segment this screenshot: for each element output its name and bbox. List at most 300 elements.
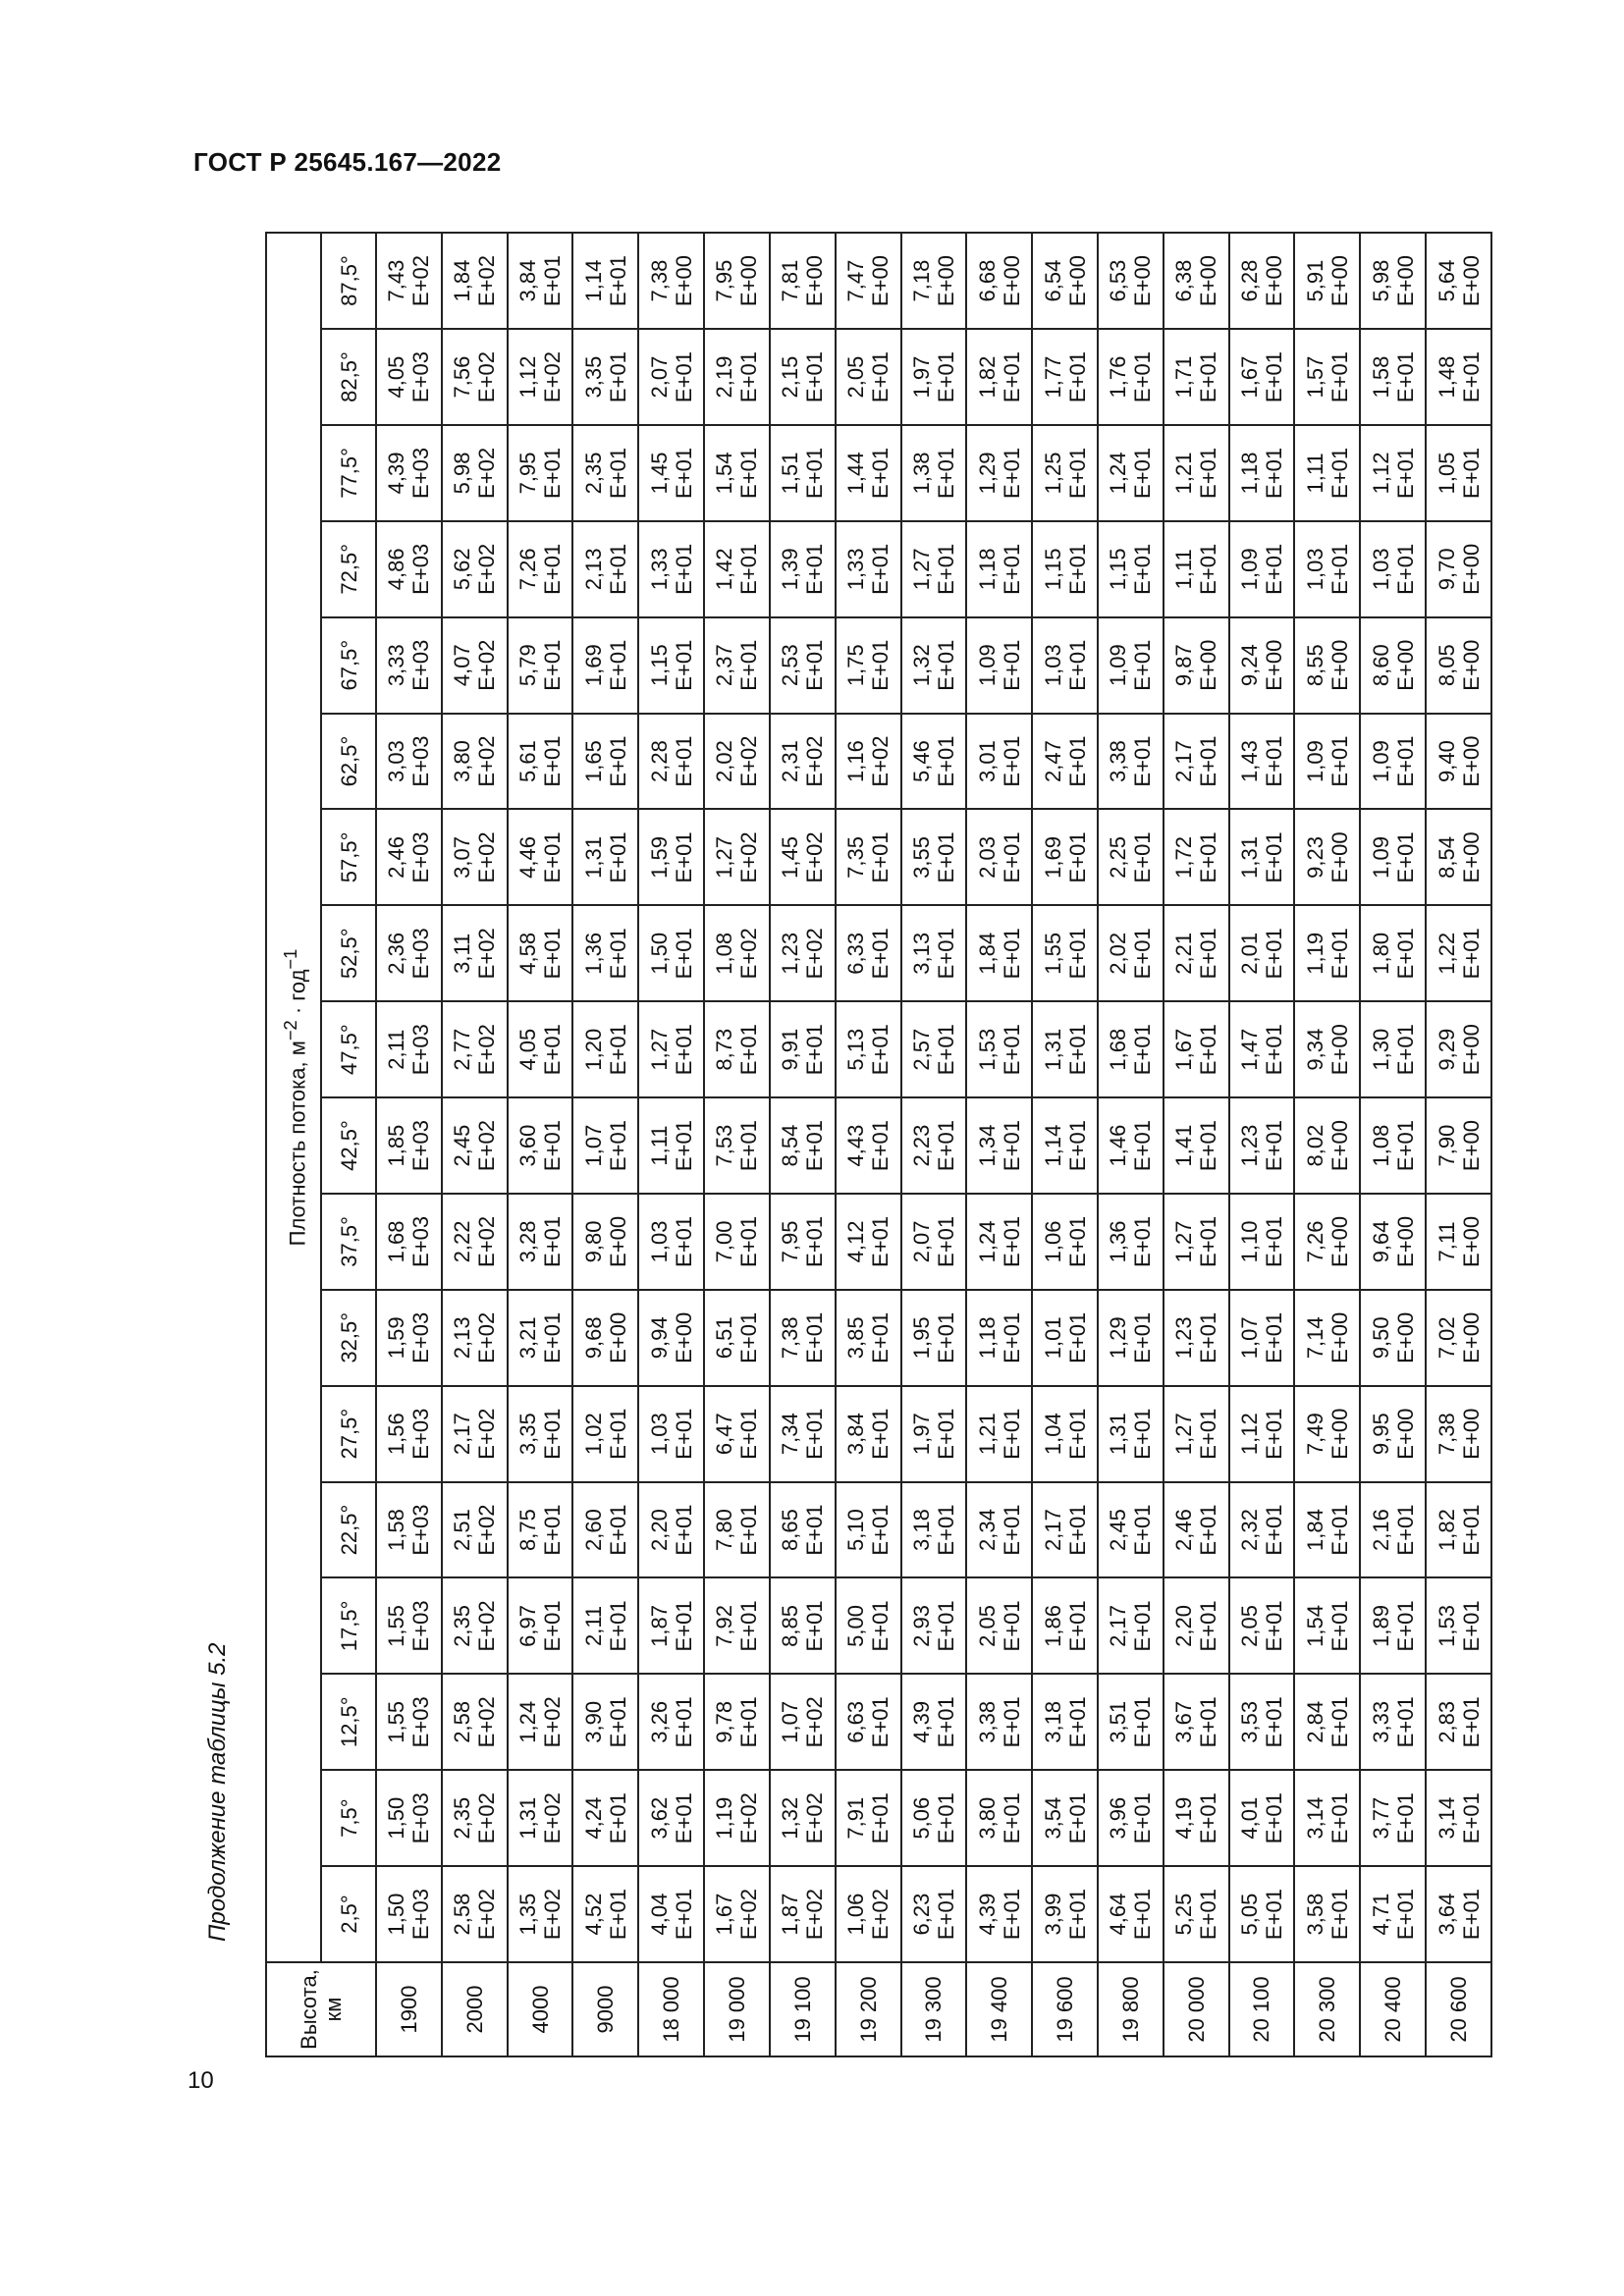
value-mantissa: 3,53 bbox=[1236, 1700, 1262, 1743]
flux-value-cell bbox=[770, 1482, 836, 1578]
value-mantissa: 2,13 bbox=[580, 548, 606, 591]
value-exponent: E+01 bbox=[1261, 1024, 1286, 1076]
value-exponent: E+02 bbox=[540, 1792, 566, 1844]
flux-value-cell bbox=[638, 1578, 704, 1675]
flux-value-cell bbox=[704, 1290, 770, 1386]
value-exponent: E+01 bbox=[1130, 1215, 1156, 1267]
value-mantissa: 2,46 bbox=[384, 836, 409, 879]
value-mantissa: 1,58 bbox=[1368, 355, 1393, 399]
flux-value-cell bbox=[1098, 521, 1164, 617]
value-mantissa: 1,12 bbox=[1236, 1413, 1262, 1456]
value-mantissa: 1,76 bbox=[1106, 355, 1131, 399]
flux-value-cell bbox=[508, 1097, 573, 1194]
value-exponent: E+02 bbox=[474, 1120, 500, 1172]
value-exponent: E+01 bbox=[868, 1311, 893, 1363]
value-mantissa: 2,11 bbox=[580, 1605, 606, 1647]
value-mantissa: 1,45 bbox=[646, 452, 672, 495]
value-exponent: E+01 bbox=[1196, 1600, 1221, 1652]
flux-value-cell bbox=[1098, 425, 1164, 521]
value-mantissa: 1,72 bbox=[1171, 836, 1197, 879]
table-row bbox=[572, 233, 638, 2056]
value-exponent: E+01 bbox=[999, 928, 1024, 980]
flux-value-cell bbox=[1032, 905, 1098, 1001]
flux-value-cell bbox=[770, 521, 836, 617]
value-exponent: E+03 bbox=[408, 1504, 434, 1556]
angle-header-row bbox=[321, 233, 376, 2056]
value-mantissa: 1,23 bbox=[1236, 1124, 1262, 1167]
flux-value-cell bbox=[1098, 810, 1164, 906]
flux-value-cell bbox=[1164, 1290, 1229, 1386]
flux-value-cell bbox=[836, 1674, 901, 1770]
value-exponent: E+02 bbox=[540, 1696, 566, 1748]
flux-value-cell bbox=[901, 1386, 967, 1482]
value-mantissa: 9,95 bbox=[1368, 1413, 1393, 1456]
value-mantissa: 2,16 bbox=[1368, 1509, 1393, 1551]
flux-value-cell bbox=[572, 329, 638, 425]
flux-value-cell bbox=[770, 714, 836, 810]
value-exponent: E+01 bbox=[1326, 1792, 1352, 1844]
flux-value-cell bbox=[1164, 233, 1229, 329]
value-mantissa: 2,20 bbox=[1171, 1605, 1197, 1647]
value-exponent: E+01 bbox=[605, 447, 630, 499]
value-exponent: E+01 bbox=[1064, 1311, 1090, 1363]
value-mantissa: 2,53 bbox=[778, 644, 803, 687]
value-mantissa: 7,49 bbox=[1302, 1413, 1327, 1456]
value-exponent: E+01 bbox=[1392, 1696, 1418, 1748]
value-mantissa: 1,50 bbox=[384, 1893, 409, 1936]
flux-value-cell bbox=[508, 714, 573, 810]
value-exponent: E+01 bbox=[736, 1408, 762, 1460]
value-mantissa: 7,92 bbox=[712, 1605, 737, 1647]
value-exponent: E+01 bbox=[868, 1024, 893, 1076]
flux-value-cell bbox=[1426, 617, 1491, 714]
value-exponent: E+03 bbox=[408, 351, 434, 403]
angle-header: 67,5° bbox=[321, 617, 376, 714]
flux-value-cell bbox=[508, 521, 573, 617]
value-mantissa: 2,57 bbox=[908, 1028, 934, 1071]
flux-value-cell bbox=[704, 1578, 770, 1675]
value-mantissa: 7,95 bbox=[778, 1220, 803, 1263]
value-mantissa: 1,69 bbox=[1040, 836, 1065, 879]
value-exponent: E+00 bbox=[736, 255, 762, 307]
value-exponent: E+02 bbox=[474, 1792, 500, 1844]
value-exponent: E+01 bbox=[868, 1696, 893, 1748]
value-mantissa: 2,37 bbox=[712, 644, 737, 687]
value-mantissa: 9,70 bbox=[1434, 548, 1459, 591]
value-mantissa: 8,75 bbox=[515, 1509, 541, 1551]
value-mantissa: 2,60 bbox=[580, 1509, 606, 1551]
value-exponent: E+01 bbox=[1392, 543, 1418, 595]
value-exponent: E+00 bbox=[1458, 543, 1484, 595]
value-exponent: E+00 bbox=[999, 255, 1024, 307]
value-mantissa: 2,17 bbox=[1040, 1509, 1065, 1551]
flux-value-cell bbox=[901, 1001, 967, 1097]
value-mantissa: 1,55 bbox=[384, 1605, 409, 1647]
value-mantissa: 3,84 bbox=[515, 259, 541, 302]
flux-value-cell bbox=[1229, 1097, 1295, 1194]
value-mantissa: 2,02 bbox=[712, 740, 737, 782]
flux-value-cell bbox=[770, 425, 836, 521]
table-header-group-row bbox=[266, 233, 321, 2056]
value-mantissa: 1,03 bbox=[1302, 548, 1327, 591]
table-row bbox=[704, 233, 770, 2056]
value-mantissa: 1,19 bbox=[712, 1796, 737, 1840]
value-mantissa: 3,28 bbox=[515, 1220, 541, 1263]
value-mantissa: 1,68 bbox=[384, 1220, 409, 1263]
flux-value-cell bbox=[836, 425, 901, 521]
value-mantissa: 6,97 bbox=[515, 1605, 541, 1647]
flux-value-cell bbox=[901, 1866, 967, 1962]
value-mantissa: 5,64 bbox=[1434, 259, 1459, 302]
value-mantissa: 5,79 bbox=[515, 644, 541, 687]
value-mantissa: 4,71 bbox=[1368, 1893, 1393, 1936]
value-exponent: E+02 bbox=[474, 1889, 500, 1941]
flux-value-cell bbox=[376, 1097, 442, 1194]
value-exponent: E+01 bbox=[933, 543, 958, 595]
value-exponent: E+00 bbox=[1326, 1024, 1352, 1076]
value-mantissa: 7,47 bbox=[843, 259, 869, 302]
value-exponent: E+01 bbox=[1064, 1889, 1090, 1941]
flux-value-cell bbox=[1032, 714, 1098, 810]
value-mantissa: 3,03 bbox=[384, 740, 409, 782]
value-exponent: E+02 bbox=[474, 639, 500, 691]
value-exponent: E+02 bbox=[540, 351, 566, 403]
value-mantissa: 3,21 bbox=[515, 1316, 541, 1360]
value-mantissa: 3,33 bbox=[1368, 1700, 1393, 1743]
value-exponent: E+00 bbox=[1064, 255, 1090, 307]
flux-value-cell bbox=[966, 233, 1032, 329]
value-exponent: E+01 bbox=[1130, 351, 1156, 403]
flux-value-cell bbox=[638, 329, 704, 425]
flux-value-cell bbox=[638, 905, 704, 1001]
flux-value-cell bbox=[638, 521, 704, 617]
value-exponent: E+01 bbox=[671, 543, 696, 595]
flux-value-cell bbox=[442, 1097, 508, 1194]
value-exponent: E+01 bbox=[802, 1120, 828, 1172]
flux-value-cell bbox=[770, 1578, 836, 1675]
flux-value-cell bbox=[442, 714, 508, 810]
flux-value-cell bbox=[836, 1386, 901, 1482]
value-mantissa: 3,96 bbox=[1106, 1796, 1131, 1840]
flux-value-cell bbox=[704, 810, 770, 906]
value-mantissa: 1,55 bbox=[1040, 932, 1065, 975]
flux-value-cell bbox=[442, 905, 508, 1001]
value-exponent: E+01 bbox=[1392, 1792, 1418, 1844]
flux-value-cell bbox=[376, 1290, 442, 1386]
value-exponent: E+01 bbox=[1392, 1504, 1418, 1556]
value-mantissa: 1,32 bbox=[908, 644, 934, 687]
value-exponent: E+01 bbox=[540, 735, 566, 787]
value-exponent: E+02 bbox=[802, 1696, 828, 1748]
value-mantissa: 4,43 bbox=[843, 1124, 869, 1167]
value-exponent: E+01 bbox=[868, 1408, 893, 1460]
value-exponent: E+00 bbox=[1326, 1215, 1352, 1267]
value-mantissa: 3,01 bbox=[974, 740, 1000, 782]
flux-value-cell bbox=[966, 521, 1032, 617]
flux-value-cell bbox=[572, 1770, 638, 1866]
value-exponent: E+02 bbox=[474, 1600, 500, 1652]
flux-value-cell bbox=[704, 233, 770, 329]
flux-value-cell bbox=[1426, 1674, 1491, 1770]
value-mantissa: 2,31 bbox=[778, 740, 803, 782]
value-mantissa: 1,31 bbox=[1106, 1413, 1131, 1456]
flux-value-cell bbox=[704, 1674, 770, 1770]
table-row bbox=[638, 233, 704, 2056]
value-exponent: E+01 bbox=[1130, 831, 1156, 883]
value-mantissa: 1,03 bbox=[646, 1220, 672, 1263]
value-exponent: E+01 bbox=[1130, 1120, 1156, 1172]
value-mantissa: 1,11 bbox=[646, 1125, 672, 1166]
flux-value-cell bbox=[966, 1578, 1032, 1675]
flux-value-cell bbox=[704, 1097, 770, 1194]
value-mantissa: 1,36 bbox=[1106, 1220, 1131, 1263]
value-mantissa: 1,75 bbox=[843, 644, 869, 687]
value-mantissa: 4,39 bbox=[908, 1700, 934, 1743]
flux-value-cell bbox=[1360, 521, 1426, 617]
value-exponent: E+01 bbox=[1392, 831, 1418, 883]
flux-value-cell bbox=[1294, 233, 1360, 329]
value-mantissa: 4,86 bbox=[384, 548, 409, 591]
value-mantissa: 3,77 bbox=[1368, 1796, 1393, 1840]
value-mantissa: 2,05 bbox=[974, 1605, 1000, 1647]
flux-value-cell bbox=[1229, 1770, 1295, 1866]
value-mantissa: 7,34 bbox=[778, 1413, 803, 1456]
value-mantissa: 4,05 bbox=[384, 355, 409, 399]
flux-value-cell bbox=[1294, 1001, 1360, 1097]
value-mantissa: 6,53 bbox=[1106, 259, 1131, 302]
value-exponent: E+00 bbox=[1326, 255, 1352, 307]
value-mantissa: 4,64 bbox=[1106, 1893, 1131, 1936]
flux-value-cell bbox=[442, 1001, 508, 1097]
flux-value-cell bbox=[770, 1194, 836, 1290]
flux-value-cell bbox=[966, 329, 1032, 425]
flux-value-cell bbox=[376, 617, 442, 714]
value-exponent: E+01 bbox=[736, 447, 762, 499]
flux-value-cell bbox=[704, 905, 770, 1001]
value-exponent: E+01 bbox=[1458, 1792, 1484, 1844]
value-exponent: E+01 bbox=[933, 447, 958, 499]
flux-value-cell bbox=[1229, 1001, 1295, 1097]
flux-value-cell bbox=[966, 905, 1032, 1001]
flux-value-cell bbox=[376, 905, 442, 1001]
value-exponent: E+02 bbox=[736, 831, 762, 883]
value-exponent: E+00 bbox=[1458, 255, 1484, 307]
value-mantissa: 2,83 bbox=[1434, 1700, 1459, 1743]
flux-value-cell bbox=[1164, 905, 1229, 1001]
value-mantissa: 3,14 bbox=[1302, 1796, 1327, 1840]
flux-value-cell bbox=[770, 1674, 836, 1770]
value-exponent: E+01 bbox=[933, 1889, 958, 1941]
value-exponent: E+01 bbox=[933, 1120, 958, 1172]
flux-value-cell bbox=[966, 714, 1032, 810]
flux-value-cell bbox=[1360, 1386, 1426, 1482]
flux-value-cell bbox=[1229, 425, 1295, 521]
flux-value-cell bbox=[1032, 1194, 1098, 1290]
flux-value-cell bbox=[836, 714, 901, 810]
flux-value-cell bbox=[442, 1866, 508, 1962]
value-mantissa: 9,24 bbox=[1236, 644, 1262, 687]
value-mantissa: 1,84 bbox=[974, 932, 1000, 975]
value-exponent: E+01 bbox=[999, 1024, 1024, 1076]
value-mantissa: 1,36 bbox=[580, 932, 606, 975]
value-mantissa: 1,07 bbox=[778, 1700, 803, 1743]
value-exponent: E+01 bbox=[540, 1120, 566, 1172]
value-exponent: E+00 bbox=[1458, 1408, 1484, 1460]
flux-value-cell bbox=[901, 1194, 967, 1290]
flux-value-cell bbox=[836, 1770, 901, 1866]
flux-value-cell bbox=[1229, 1578, 1295, 1675]
flux-value-cell bbox=[508, 617, 573, 714]
value-mantissa: 1,42 bbox=[712, 548, 737, 591]
flux-value-cell bbox=[376, 1001, 442, 1097]
value-exponent: E+02 bbox=[868, 735, 893, 787]
value-mantissa: 2,03 bbox=[974, 836, 1000, 879]
flux-value-cell bbox=[638, 1674, 704, 1770]
value-mantissa: 2,32 bbox=[1236, 1509, 1262, 1551]
flux-value-cell bbox=[1360, 1674, 1426, 1770]
flux-value-cell bbox=[770, 1097, 836, 1194]
value-mantissa: 7,11 bbox=[1434, 1221, 1459, 1262]
flux-value-cell bbox=[1032, 521, 1098, 617]
value-mantissa: 7,90 bbox=[1434, 1124, 1459, 1167]
value-exponent: E+01 bbox=[1064, 1024, 1090, 1076]
value-exponent: E+01 bbox=[736, 351, 762, 403]
flux-value-cell bbox=[901, 1578, 967, 1675]
flux-value-cell bbox=[442, 521, 508, 617]
value-exponent: E+01 bbox=[1261, 1120, 1286, 1172]
value-mantissa: 1,08 bbox=[1368, 1124, 1393, 1167]
flux-value-cell bbox=[442, 1386, 508, 1482]
value-mantissa: 1,01 bbox=[1040, 1316, 1065, 1360]
flux-value-cell bbox=[1164, 1097, 1229, 1194]
value-exponent: E+02 bbox=[474, 255, 500, 307]
altitude-cell: 19 100 bbox=[770, 1962, 836, 2056]
flux-value-cell bbox=[1426, 714, 1491, 810]
angle-header: 7,5° bbox=[321, 1770, 376, 1866]
flux-value-cell bbox=[442, 810, 508, 906]
flux-value-cell bbox=[1098, 905, 1164, 1001]
value-mantissa: 1,38 bbox=[908, 452, 934, 495]
value-exponent: E+01 bbox=[1458, 1889, 1484, 1941]
flux-value-cell bbox=[1426, 905, 1491, 1001]
value-mantissa: 2,05 bbox=[843, 355, 869, 399]
value-mantissa: 1,39 bbox=[778, 548, 803, 591]
flux-value-cell bbox=[1426, 1386, 1491, 1482]
value-mantissa: 2,93 bbox=[908, 1605, 934, 1647]
value-exponent: E+01 bbox=[1458, 447, 1484, 499]
value-exponent: E+01 bbox=[540, 447, 566, 499]
value-mantissa: 9,94 bbox=[646, 1316, 672, 1360]
flux-value-cell bbox=[966, 1290, 1032, 1386]
value-exponent: E+01 bbox=[999, 1696, 1024, 1748]
flux-value-cell bbox=[966, 1386, 1032, 1482]
flux-value-cell bbox=[442, 1482, 508, 1578]
value-exponent: E+01 bbox=[1064, 447, 1090, 499]
flux-value-cell bbox=[442, 1578, 508, 1675]
flux-value-cell bbox=[1032, 1674, 1098, 1770]
flux-value-cell bbox=[572, 1674, 638, 1770]
value-mantissa: 1,04 bbox=[1040, 1413, 1065, 1456]
value-exponent: E+01 bbox=[868, 351, 893, 403]
value-exponent: E+01 bbox=[540, 1600, 566, 1652]
value-mantissa: 1,08 bbox=[712, 932, 737, 975]
value-mantissa: 9,29 bbox=[1434, 1028, 1459, 1071]
flux-value-cell bbox=[572, 1578, 638, 1675]
flux-value-cell bbox=[1032, 1866, 1098, 1962]
value-mantissa: 8,02 bbox=[1302, 1124, 1327, 1167]
value-exponent: E+03 bbox=[408, 1024, 434, 1076]
value-exponent: E+00 bbox=[1458, 831, 1484, 883]
flux-value-cell bbox=[1360, 714, 1426, 810]
value-mantissa: 3,26 bbox=[646, 1700, 672, 1743]
flux-value-cell bbox=[901, 1290, 967, 1386]
value-exponent: E+02 bbox=[802, 1889, 828, 1941]
altitude-cell: 19 600 bbox=[1032, 1962, 1098, 2056]
angle-header: 2,5° bbox=[321, 1866, 376, 1962]
value-exponent: E+01 bbox=[605, 351, 630, 403]
altitude-cell: 9000 bbox=[572, 1962, 638, 2056]
flux-value-cell bbox=[1426, 1866, 1491, 1962]
value-exponent: E+01 bbox=[671, 1696, 696, 1748]
value-mantissa: 1,02 bbox=[580, 1413, 606, 1456]
table-row bbox=[508, 233, 573, 2056]
value-exponent: E+01 bbox=[1130, 735, 1156, 787]
value-mantissa: 1,59 bbox=[646, 836, 672, 879]
flux-value-cell bbox=[376, 233, 442, 329]
value-exponent: E+01 bbox=[868, 1504, 893, 1556]
value-mantissa: 3,38 bbox=[1106, 740, 1131, 782]
value-mantissa: 1,30 bbox=[1368, 1028, 1393, 1071]
value-exponent: E+01 bbox=[671, 928, 696, 980]
value-exponent: E+01 bbox=[671, 351, 696, 403]
value-mantissa: 6,28 bbox=[1236, 259, 1262, 302]
value-mantissa: 1,82 bbox=[1434, 1509, 1459, 1551]
flux-value-cell bbox=[1098, 1482, 1164, 1578]
value-exponent: E+01 bbox=[933, 1600, 958, 1652]
altitude-cell: 20 300 bbox=[1294, 1962, 1360, 2056]
value-mantissa: 1,59 bbox=[384, 1316, 409, 1360]
value-mantissa: 3,64 bbox=[1434, 1893, 1459, 1936]
flux-value-cell bbox=[901, 617, 967, 714]
flux-value-cell bbox=[638, 714, 704, 810]
value-mantissa: 2,46 bbox=[1171, 1509, 1197, 1551]
flux-value-cell bbox=[1098, 1674, 1164, 1770]
value-exponent: E+01 bbox=[1130, 1889, 1156, 1941]
value-exponent: E+01 bbox=[1130, 1600, 1156, 1652]
flux-value-cell bbox=[836, 521, 901, 617]
flux-value-cell bbox=[1229, 905, 1295, 1001]
value-mantissa: 1,67 bbox=[1236, 355, 1262, 399]
flux-value-cell bbox=[508, 1674, 573, 1770]
value-mantissa: 3,85 bbox=[843, 1316, 869, 1360]
value-mantissa: 7,38 bbox=[1434, 1413, 1459, 1456]
value-mantissa: 5,06 bbox=[908, 1796, 934, 1840]
flux-value-cell bbox=[572, 1866, 638, 1962]
value-exponent: E+00 bbox=[1458, 1024, 1484, 1076]
flux-value-cell bbox=[704, 1866, 770, 1962]
value-exponent: E+00 bbox=[1458, 1311, 1484, 1363]
value-exponent: E+01 bbox=[1064, 639, 1090, 691]
value-exponent: E+01 bbox=[1196, 351, 1221, 403]
table-row bbox=[1164, 233, 1229, 2056]
flux-density-unit-exp1: −2 bbox=[279, 1020, 300, 1041]
value-mantissa: 2,58 bbox=[450, 1893, 475, 1936]
flux-value-cell bbox=[704, 1386, 770, 1482]
value-exponent: E+01 bbox=[1326, 1889, 1352, 1941]
altitude-cell: 19 000 bbox=[704, 1962, 770, 2056]
flux-value-cell bbox=[572, 1194, 638, 1290]
flux-value-cell bbox=[1164, 1482, 1229, 1578]
